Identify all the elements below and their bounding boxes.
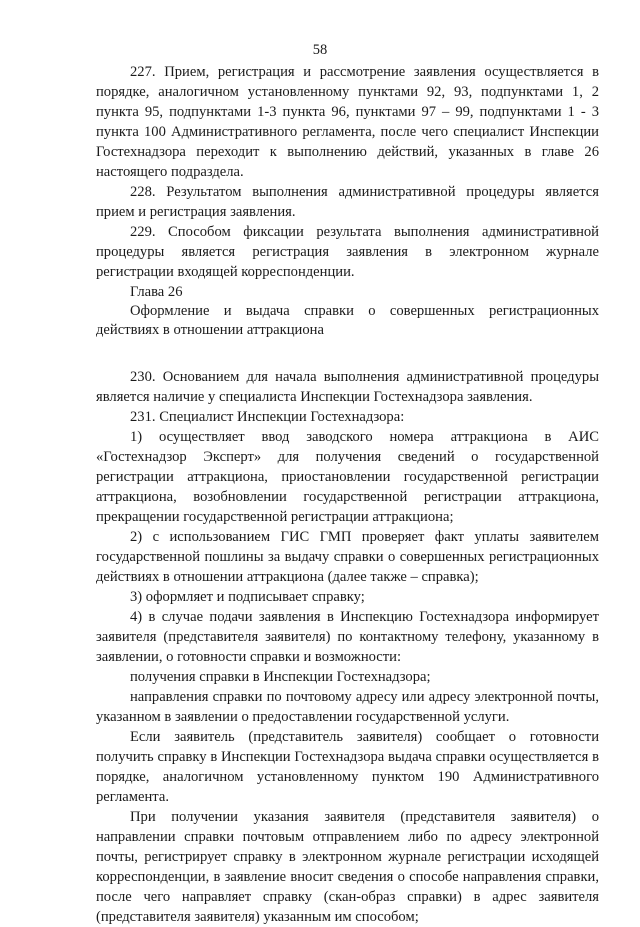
document-body <box>96 62 599 927</box>
paragraph-227: 227. Прием, регистрация и рассмотрение заявления осуществляется в порядке, аналогичном установленному пунктами 92, 93, подпунктами 1, 2 пункта 95, подпунктами 1-3 пункта 96, пунктами 97 – 99, подпунктами 1 - 3 пункта 100 Административного регламента, после чего специалист Инспекции Гостехнадзора переходит к выполнению действий, указанных в главе 26 настоящего подраздела. <box>96 64 599 180</box>
chapter-title: Оформление и выдача справки о совершенных регистрационных действиях в отношении аттракциона <box>96 303 599 338</box>
sub-item-send-by-mail: направления справки по почтовому адресу или адресу электронной почты, указанном в заявлении о предоставлении государственной услуги. <box>96 689 599 725</box>
list-item-4: 4) в случае подачи заявления в Инспекцию Гостехнадзора информирует заявителя (представителя заявителя) по контактному телефону, указанному в заявлении, о готовности справки и возможности: <box>96 609 599 665</box>
paragraph-229: 229. Способом фиксации результата выполнения административной процедуры является регистрация заявления в электронном журнале регистрации входящей корреспонденции. <box>96 224 599 280</box>
chapter-number: Глава 26 <box>130 284 183 300</box>
list-item-2: 2) с использованием ГИС ГМП проверяет факт уплаты заявителем государственной пошлины за выдачу справки о совершенных регистрационных действиях в отношении аттракциона (далее также – справка); <box>96 529 599 585</box>
list-item-3: 3) оформляет и подписывает справку; <box>130 589 365 605</box>
paragraph-228: 228. Результатом выполнения административной процедуры является прием и регистрация заявления. <box>96 184 599 220</box>
list-item-1: 1) осуществляет ввод заводского номера аттракциона в АИС «Гостехнадзор Эксперт» для получения сведений о государственной регистрации аттракциона, приостановлении государственной регистрации аттракциона, возобновлении государственной регистрации аттракциона, прекращении государственной регистрации аттракциона; <box>96 429 599 525</box>
paragraph-send-by-post-or-email: При получении указания заявителя (представителя заявителя) о направлении справки почтовым отправлением либо по адресу электронной почты, регистрирует справку в электронном журнале регистрации исходящей корреспонденции, в заявление вносит сведения о способе направления справки, после чего направляет справку (скан-образ справки) в адрес заявителя (представителя заявителя) указанным им способом; <box>96 809 599 925</box>
paragraph-231: 231. Специалист Инспекции Гостехнадзора: <box>130 409 405 425</box>
paragraph-230: 230. Основанием для начала выполнения административной процедуры является наличие у специалиста Инспекции Гостехнадзора заявления. <box>96 369 599 405</box>
sub-item-receive-in-office: получения справки в Инспекции Гостехнадзора; <box>130 669 431 685</box>
paragraph-pickup-in-office: Если заявитель (представитель заявителя) сообщает о готовности получить справку в Инспекции Гостехнадзора выдача справки осуществляется в порядке, аналогичном установленному пунктом 190 Административного регламента. <box>96 729 599 805</box>
page-number: 58 <box>312 42 328 58</box>
